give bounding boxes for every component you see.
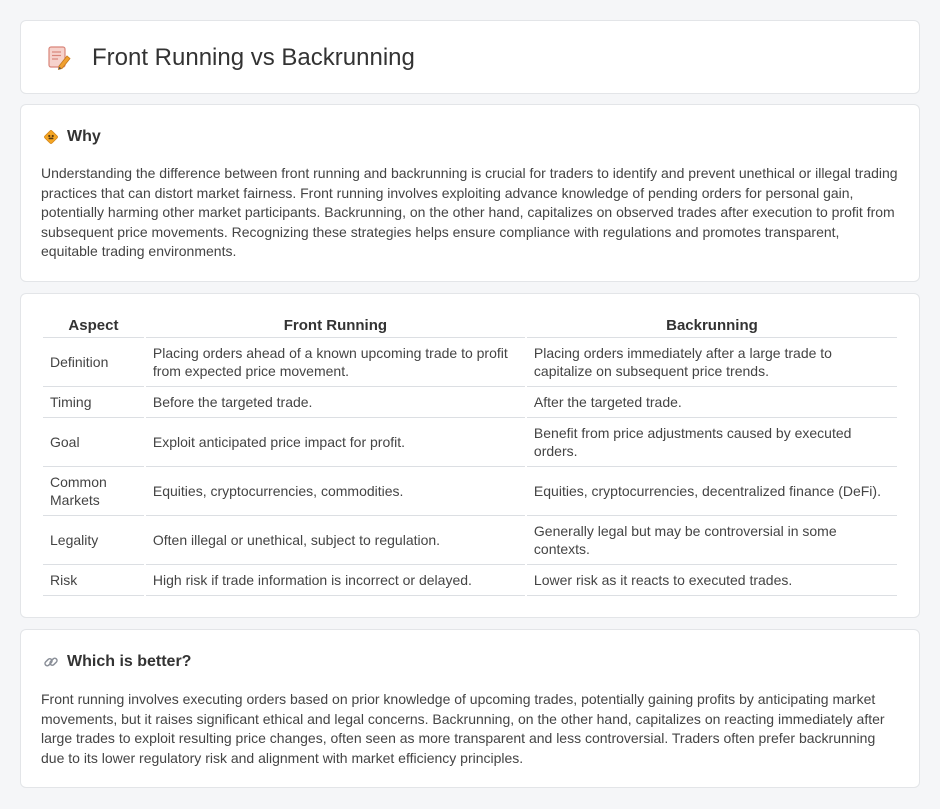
backrunning-cell: Generally legal but may be controversial in some contexts. [527, 516, 897, 565]
header-front-running: Front Running [146, 314, 525, 338]
table-row [43, 516, 897, 565]
aspect-cell: Goal [43, 418, 144, 467]
header-aspect: Aspect [43, 314, 144, 338]
backrunning-cell: Equities, cryptocurrencies, decentralized finance (DeFi). [527, 467, 897, 516]
header-card [20, 20, 920, 94]
table-row [43, 565, 897, 596]
document-pencil-icon [47, 45, 71, 71]
backrunning-cell: Benefit from price adjustments caused by executed orders. [527, 418, 897, 467]
backrunning-cell: Lower risk as it reacts to executed trades. [527, 565, 897, 596]
link-icon [43, 654, 59, 670]
front-running-cell: Placing orders ahead of a known upcoming trade to profit from expected price movement. [146, 338, 525, 387]
which-is-better-section [20, 629, 920, 788]
diamond-sign-icon [43, 129, 59, 145]
table-header-row [43, 314, 897, 338]
why-body: Understanding the difference between front running and backrunning is crucial for traders to identify and prevent unethical or illegal trading practices that can distort market fairness. Front running involves exploiting advance knowledge of pending orders for personal gain, potentially harming other market participants. Backrunning, on the other hand, capitalizes on observed trades after execution to profit from subsequent price movements. Recognizing these strategies helps ensure compliance with regulations and promotes transparent, equitable trading environments. [41, 165, 898, 260]
table-row [43, 387, 897, 418]
backrunning-cell: Placing orders immediately after a large trade to capitalize on subsequent price trends. [527, 338, 897, 387]
table-row [43, 338, 897, 387]
front-running-cell: Before the targeted trade. [146, 387, 525, 418]
front-running-cell: Exploit anticipated price impact for profit. [146, 418, 525, 467]
header-backrunning: Backrunning [527, 314, 897, 338]
aspect-cell: Common Markets [43, 467, 144, 516]
front-running-cell: Equities, cryptocurrencies, commodities. [146, 467, 525, 516]
backrunning-cell: After the targeted trade. [527, 387, 897, 418]
front-running-cell: Often illegal or unethical, subject to regulation. [146, 516, 525, 565]
better-body: Front running involves executing orders based on prior knowledge of upcoming trades, potentially gaining profits by anticipating market movements, but it raises significant ethical and legal concerns. Backrunning, on the other hand, capitalizes on reacting immediately after large trades to exploit resulting price changes, often seen as more transparent and less controversial. Traders often prefer backrunning due to its lower regulatory risk and alignment with market efficiency principles. [41, 691, 885, 766]
page-title: Front Running vs Backrunning [92, 44, 415, 71]
table-row [43, 467, 897, 516]
why-section [20, 104, 920, 282]
why-title: Why [67, 128, 101, 145]
aspect-cell: Timing [43, 387, 144, 418]
aspect-cell: Definition [43, 338, 144, 387]
table-row [43, 418, 897, 467]
aspect-cell: Risk [43, 565, 144, 596]
why-heading [43, 127, 101, 147]
front-running-cell: High risk if trade information is incorrect or delayed. [146, 565, 525, 596]
better-heading [43, 652, 191, 672]
comparison-section [20, 293, 920, 618]
comparison-table [41, 314, 899, 596]
better-title: Which is better? [67, 653, 192, 670]
aspect-cell: Legality [43, 516, 144, 565]
